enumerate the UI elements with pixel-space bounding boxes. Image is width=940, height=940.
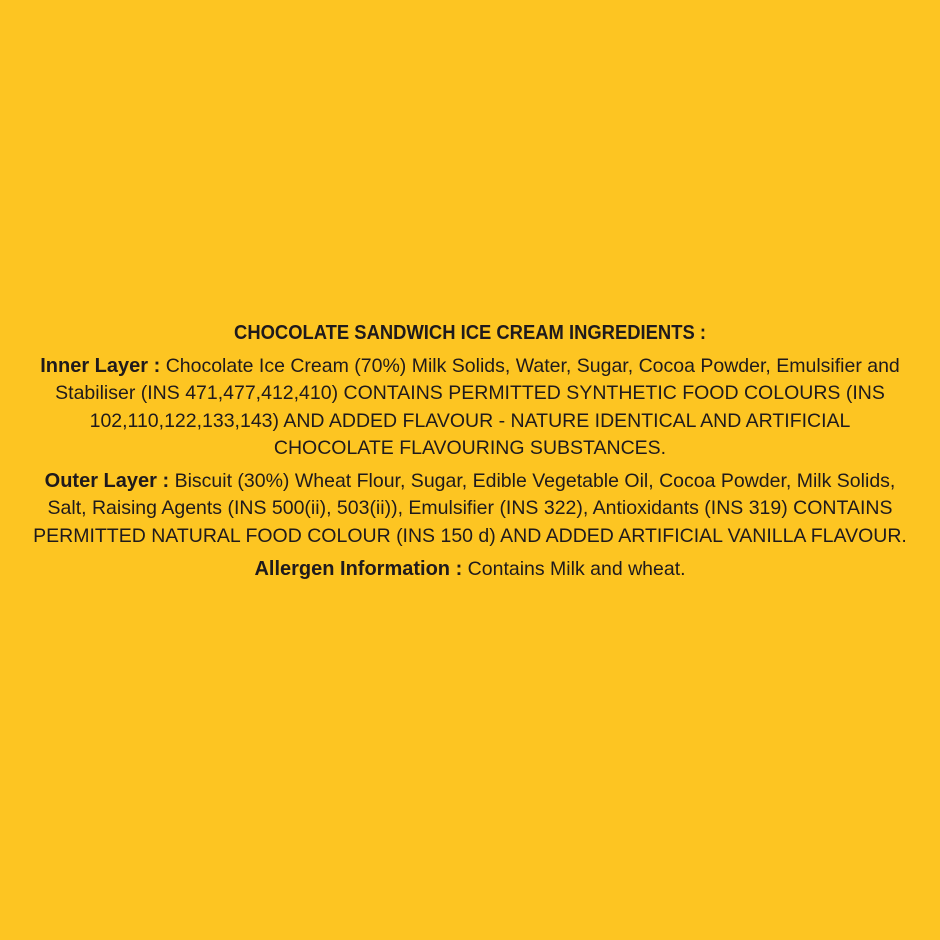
outer-layer-label: Outer Layer :	[44, 470, 170, 493]
outer-layer-paragraph	[30, 468, 910, 550]
allergen-label: Allergen Information :	[254, 558, 463, 581]
outer-layer-text: Biscuit (30%) Wheat Flour, Sugar, Edible Vegetable Oil, Cocoa Powder, Milk Solids, Salt, Raising Agents (INS 500(ii), 503(ii)), Emulsifier (INS 322), Antioxidants (INS 319) CONTAINS PERMITTED NATURAL FOOD COLOUR (INS 150 d) AND ADDED ARTIFICIAL VANILLA FLAVOUR.	[33, 470, 907, 547]
allergen-text: Contains Milk and wheat.	[467, 558, 686, 581]
ingredients-panel	[30, 318, 910, 583]
allergen-paragraph	[30, 556, 910, 583]
inner-layer-paragraph	[30, 353, 910, 462]
inner-layer-text: Chocolate Ice Cream (70%) Milk Solids, Water, Sugar, Cocoa Powder, Emulsifier and Stabiliser (INS 471,477,412,410) CONTAINS PERMITTED SYNTHETIC FOOD COLOURS (INS 102,110,122,133,143) AND ADDED FLAVOUR - NATURE IDENTICAL AND ARTIFICIAL CHOCOLATE FLAVOURING SUBSTANCES.	[55, 355, 900, 459]
inner-layer-label: Inner Layer :	[40, 355, 161, 377]
ingredients-heading: CHOCOLATE SANDWICH ICE CREAM INGREDIENTS :	[234, 322, 706, 344]
